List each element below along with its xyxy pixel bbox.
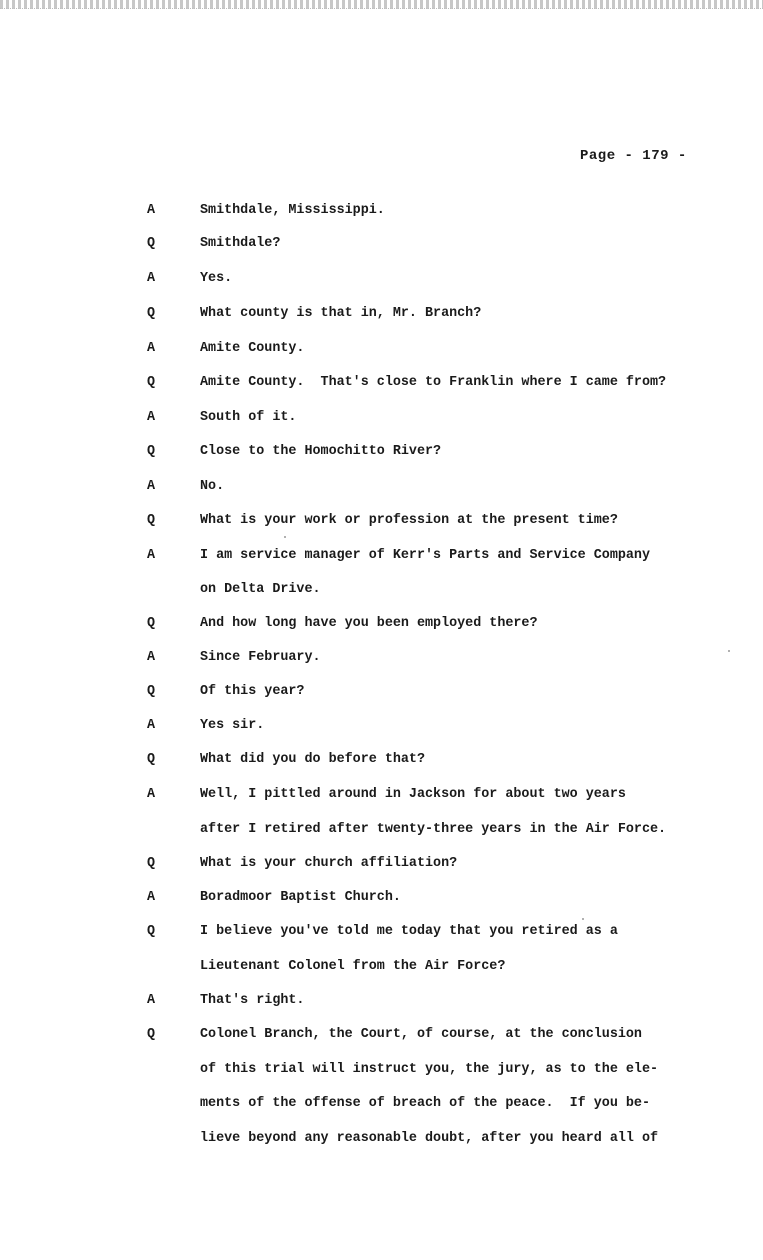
- line-text: Amite County. That's close to Franklin where I came from?: [200, 375, 667, 390]
- line-text: I believe you've told me today that you retired as a: [200, 924, 618, 939]
- paper-speck: [284, 536, 286, 538]
- page-number: Page - 179 -: [580, 148, 687, 164]
- line-text: Yes sir.: [200, 718, 265, 733]
- transcript-line: [0, 580, 763, 600]
- speaker-label: A: [147, 203, 156, 218]
- transcript-line: [0, 201, 763, 221]
- transcript-line: [0, 991, 763, 1011]
- line-text: Of this year?: [200, 684, 305, 699]
- transcript-line: [0, 648, 763, 668]
- line-text: What did you do before that?: [200, 752, 425, 767]
- transcript-line: [0, 1060, 763, 1080]
- speaker-label: A: [147, 787, 156, 802]
- transcript-line: [0, 546, 763, 566]
- speaker-label: Q: [147, 1027, 156, 1042]
- speaker-label: Q: [147, 375, 156, 390]
- line-text: Smithdale, Mississippi.: [200, 203, 385, 218]
- transcript-line: [0, 785, 763, 805]
- transcript-line: [0, 682, 763, 702]
- line-text: South of it.: [200, 410, 297, 425]
- page-top-edge: [0, 0, 763, 9]
- speaker-label: A: [147, 479, 156, 494]
- transcript-line: [0, 957, 763, 977]
- transcript-line: [0, 1094, 763, 1114]
- line-text: Since February.: [200, 650, 321, 665]
- speaker-label: Q: [147, 444, 156, 459]
- line-text: What is your church affiliation?: [200, 856, 458, 871]
- speaker-label: A: [147, 650, 156, 665]
- line-text: That's right.: [200, 993, 305, 1008]
- transcript-line: [0, 234, 763, 254]
- line-text: Colonel Branch, the Court, of course, at the conclusion: [200, 1027, 642, 1042]
- line-text: And how long have you been employed there?: [200, 616, 538, 631]
- line-text: on Delta Drive.: [200, 582, 321, 597]
- line-text: after I retired after twenty-three years in the Air Force.: [200, 822, 667, 837]
- speaker-label: A: [147, 718, 156, 733]
- speaker-label: A: [147, 271, 156, 286]
- line-text: lieve beyond any reasonable doubt, after you heard all of: [200, 1131, 659, 1146]
- transcript-line: [0, 511, 763, 531]
- transcript-line: [0, 373, 763, 393]
- speaker-label: Q: [147, 306, 156, 321]
- speaker-label: A: [147, 548, 156, 563]
- line-text: Well, I pittled around in Jackson for about two years: [200, 787, 626, 802]
- transcript-line: [0, 716, 763, 736]
- paper-speck: [728, 650, 730, 652]
- transcript-line: [0, 339, 763, 359]
- line-text: What is your work or profession at the present time?: [200, 513, 618, 528]
- line-text: No.: [200, 479, 225, 494]
- line-text: Close to the Homochitto River?: [200, 444, 442, 459]
- speaker-label: Q: [147, 616, 156, 631]
- paper-speck: [582, 918, 584, 920]
- speaker-label: Q: [147, 752, 156, 767]
- line-text: of this trial will instruct you, the jury, as to the ele-: [200, 1062, 659, 1077]
- transcript-line: [0, 269, 763, 289]
- transcript-line: [0, 304, 763, 324]
- transcript-line: [0, 614, 763, 634]
- transcript-line: [0, 442, 763, 462]
- speaker-label: A: [147, 993, 156, 1008]
- line-text: Amite County.: [200, 341, 305, 356]
- speaker-label: Q: [147, 236, 156, 251]
- transcript-line: [0, 820, 763, 840]
- line-text: Boradmoor Baptist Church.: [200, 890, 401, 905]
- line-text: Lieutenant Colonel from the Air Force?: [200, 959, 506, 974]
- line-text: What county is that in, Mr. Branch?: [200, 306, 482, 321]
- transcript-line: [0, 888, 763, 908]
- transcript-line: [0, 1025, 763, 1045]
- line-text: ments of the offense of breach of the peace. If you be-: [200, 1096, 650, 1111]
- speaker-label: A: [147, 341, 156, 356]
- transcript-line: [0, 750, 763, 770]
- line-text: Smithdale?: [200, 236, 281, 251]
- speaker-label: A: [147, 890, 156, 905]
- speaker-label: Q: [147, 513, 156, 528]
- speaker-label: Q: [147, 924, 156, 939]
- transcript-line: [0, 1129, 763, 1149]
- speaker-label: Q: [147, 856, 156, 871]
- transcript-line: [0, 408, 763, 428]
- transcript-line: [0, 922, 763, 942]
- line-text: Yes.: [200, 271, 233, 286]
- speaker-label: Q: [147, 684, 156, 699]
- line-text: I am service manager of Kerr's Parts and Service Company: [200, 548, 650, 563]
- transcript-line: [0, 477, 763, 497]
- speaker-label: A: [147, 410, 156, 425]
- transcript-line: [0, 854, 763, 874]
